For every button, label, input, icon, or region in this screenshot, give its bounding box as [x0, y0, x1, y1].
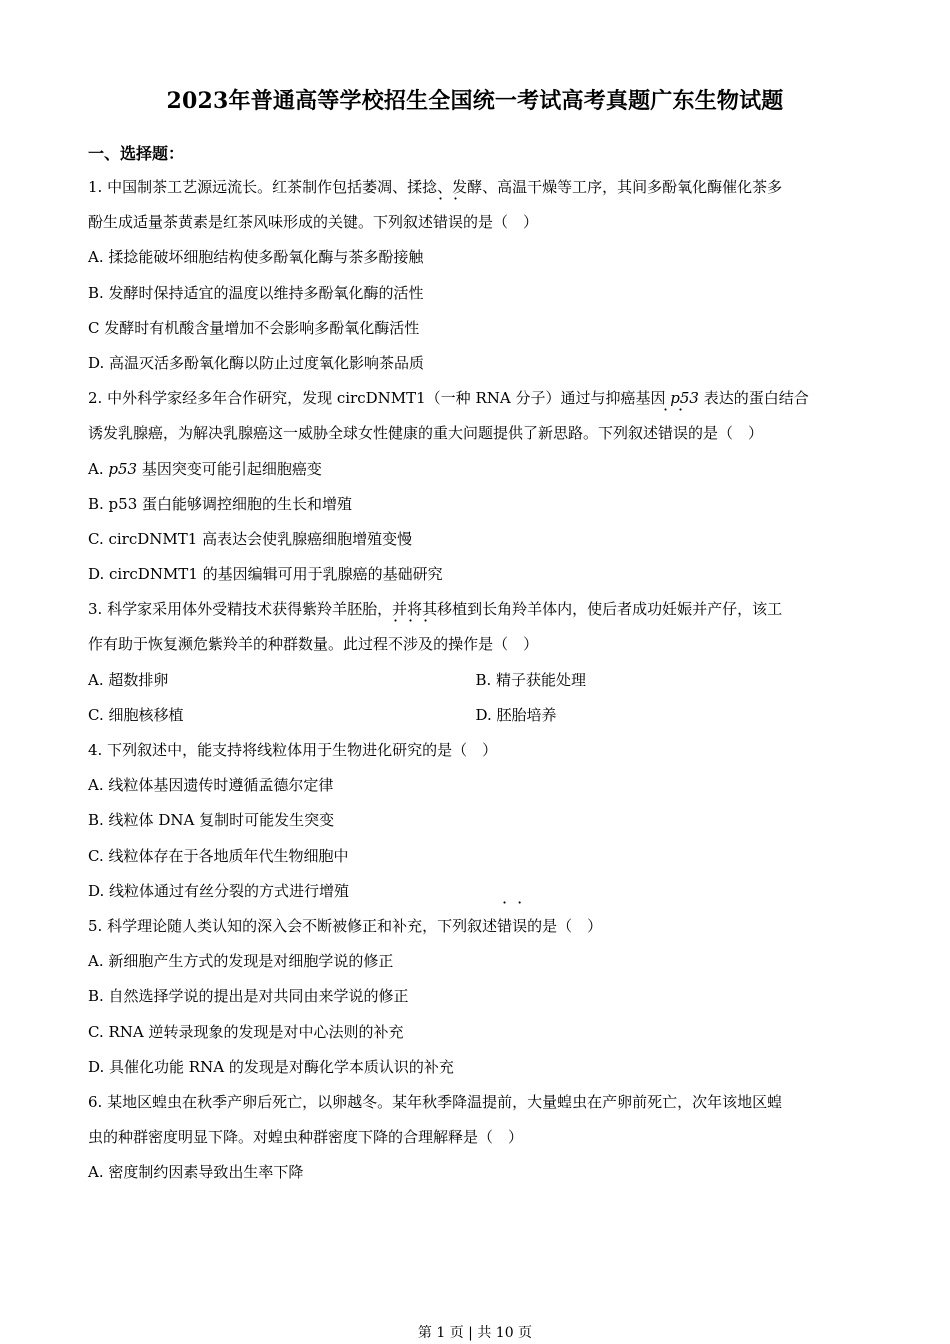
q4-option-a: A. 线粒体基因遗传时遵循孟德尔定律	[88, 776, 334, 795]
q6-option-a: A. 密度制约因素导致出生率下降	[88, 1163, 304, 1182]
q5-option-b: B. 自然选择学说的提出是对共同由来学说的修正	[88, 987, 409, 1006]
q2-option-a: A. p53 基因突变可能引起细胞癌变	[88, 459, 322, 478]
q2-option-b: B. p53 蛋白能够调控细胞的生长和增殖	[88, 494, 353, 513]
q4-option-c: C. 线粒体存在于各地质年代生物细胞中	[88, 846, 349, 865]
q1-option-d: D. 高温灭活多酚氧化酶以防止过度氧化影响茶品质	[88, 353, 425, 372]
emphasis-dot: 错	[658, 424, 674, 443]
emphasis-dot: 不	[388, 635, 404, 654]
q3-options-row2	[88, 698, 863, 733]
q4-stem: 4. 下列叙述中，能支持将线粒体用于生物进化研究的是（ ）	[88, 741, 498, 759]
q4-option-d: D. 线粒体通过有丝分裂的方式进行增殖	[88, 881, 350, 900]
q1-option-b: B. 发酵时保持适宜的温度以维持多酚氧化酶的活性	[88, 283, 424, 302]
emphasis-dot: 错	[433, 213, 449, 232]
q3-stem-line1: 3. 科学家采用体外受精技术获得紫羚羊胚胎，并将其移植到长角羚羊体内，使后者成功妊娠并产仔，该工	[88, 600, 783, 619]
q3-option-d: D. 胚胎培养	[475, 705, 557, 724]
q5-option-a: A. 新细胞产生方式的发现是对细胞学说的修正	[88, 952, 394, 971]
section-heading: 一、选择题：	[88, 144, 185, 163]
emphasis-dot: 误	[448, 213, 464, 232]
q5-option-c: C. RNA 逆转录现象的发现是对中心法则的补充	[88, 1022, 404, 1041]
q4-option-b: B. 线粒体 DNA 复制时可能发生突变	[88, 811, 335, 830]
emphasis-dot: 及	[418, 635, 434, 654]
emphasis-dot: 错	[497, 916, 513, 935]
gene-name: p53	[108, 459, 138, 478]
q1-stem-line2: 酚生成适量茶黄素是红茶风味形成的关键。下列叙述错误的是（ ）	[88, 205, 863, 240]
question-list	[88, 170, 863, 1190]
q3-option-b: B. 精子获能处理	[475, 670, 587, 689]
emphasis-dot: 误	[673, 424, 689, 443]
exam-title: 2023年普通高等学校招生全国统一考试高考真题广东生物试题	[166, 88, 784, 114]
q5-option-d: D. 具催化功能 RNA 的发现是对酶化学本质认识的补充	[88, 1057, 454, 1076]
gene-name: p53	[670, 389, 699, 408]
q3-options-row1	[88, 663, 863, 698]
q1-option-a: A. 揉捻能破坏细胞结构使多酚氧化酶与茶多酚接触	[88, 248, 424, 267]
q3-stem-line2: 作有助于恢复濒危紫羚羊的种群数量。此过程不涉及的操作是（ ）	[88, 627, 863, 662]
q2-stem-line2: 诱发乳腺癌，为解决乳腺癌这一威胁全球女性健康的重大问题提供了新思路。下列叙述错误的是（ ）	[88, 416, 863, 451]
emphasis-dot: 涉	[403, 635, 419, 654]
emphasis-dot: 误	[512, 916, 528, 935]
q1-option-c: C 发酵时有机酸含量增加不会影响多酚氧化酶活性	[88, 318, 420, 337]
q5-stem: 5. 科学理论随人类认知的深入会不断被修正和补充，下列叙述错误的是（ ）	[88, 909, 863, 944]
q6-stem-line2: 虫的种群密度明显下降。对蝗虫种群密度下降的合理解释是（ ）	[88, 1128, 524, 1147]
q2-option-d: D. circDNMT1 的基因编辑可用于乳腺癌的基础研究	[88, 565, 443, 584]
q3-option-a: A. 超数排卵	[88, 670, 169, 689]
q2-stem-line1: 2. 中外科学家经多年合作研究，发现 circDNMT1（一种 RNA 分子）通过与抑癌基因 p53 表达的蛋白结合	[88, 389, 809, 408]
q2-option-c: C. circDNMT1 高表达会使乳腺癌细胞增殖变慢	[88, 529, 413, 548]
q6-stem-line1: 6. 某地区蝗虫在秋季产卵后死亡，以卵越冬。某年秋季降温提前，大量蝗虫在产卵前死亡，次年该地区蝗	[88, 1092, 783, 1111]
q3-option-c: C. 细胞核移植	[88, 705, 184, 724]
q1-stem-line1: 1. 中国制茶工艺源远流长。红茶制作包括萎凋、揉捻、发酵、高温干燥等工序，其间多酚氧化酶催化茶多	[88, 178, 783, 196]
page-footer: 第 1 页 | 共 10 页	[417, 1325, 533, 1341]
